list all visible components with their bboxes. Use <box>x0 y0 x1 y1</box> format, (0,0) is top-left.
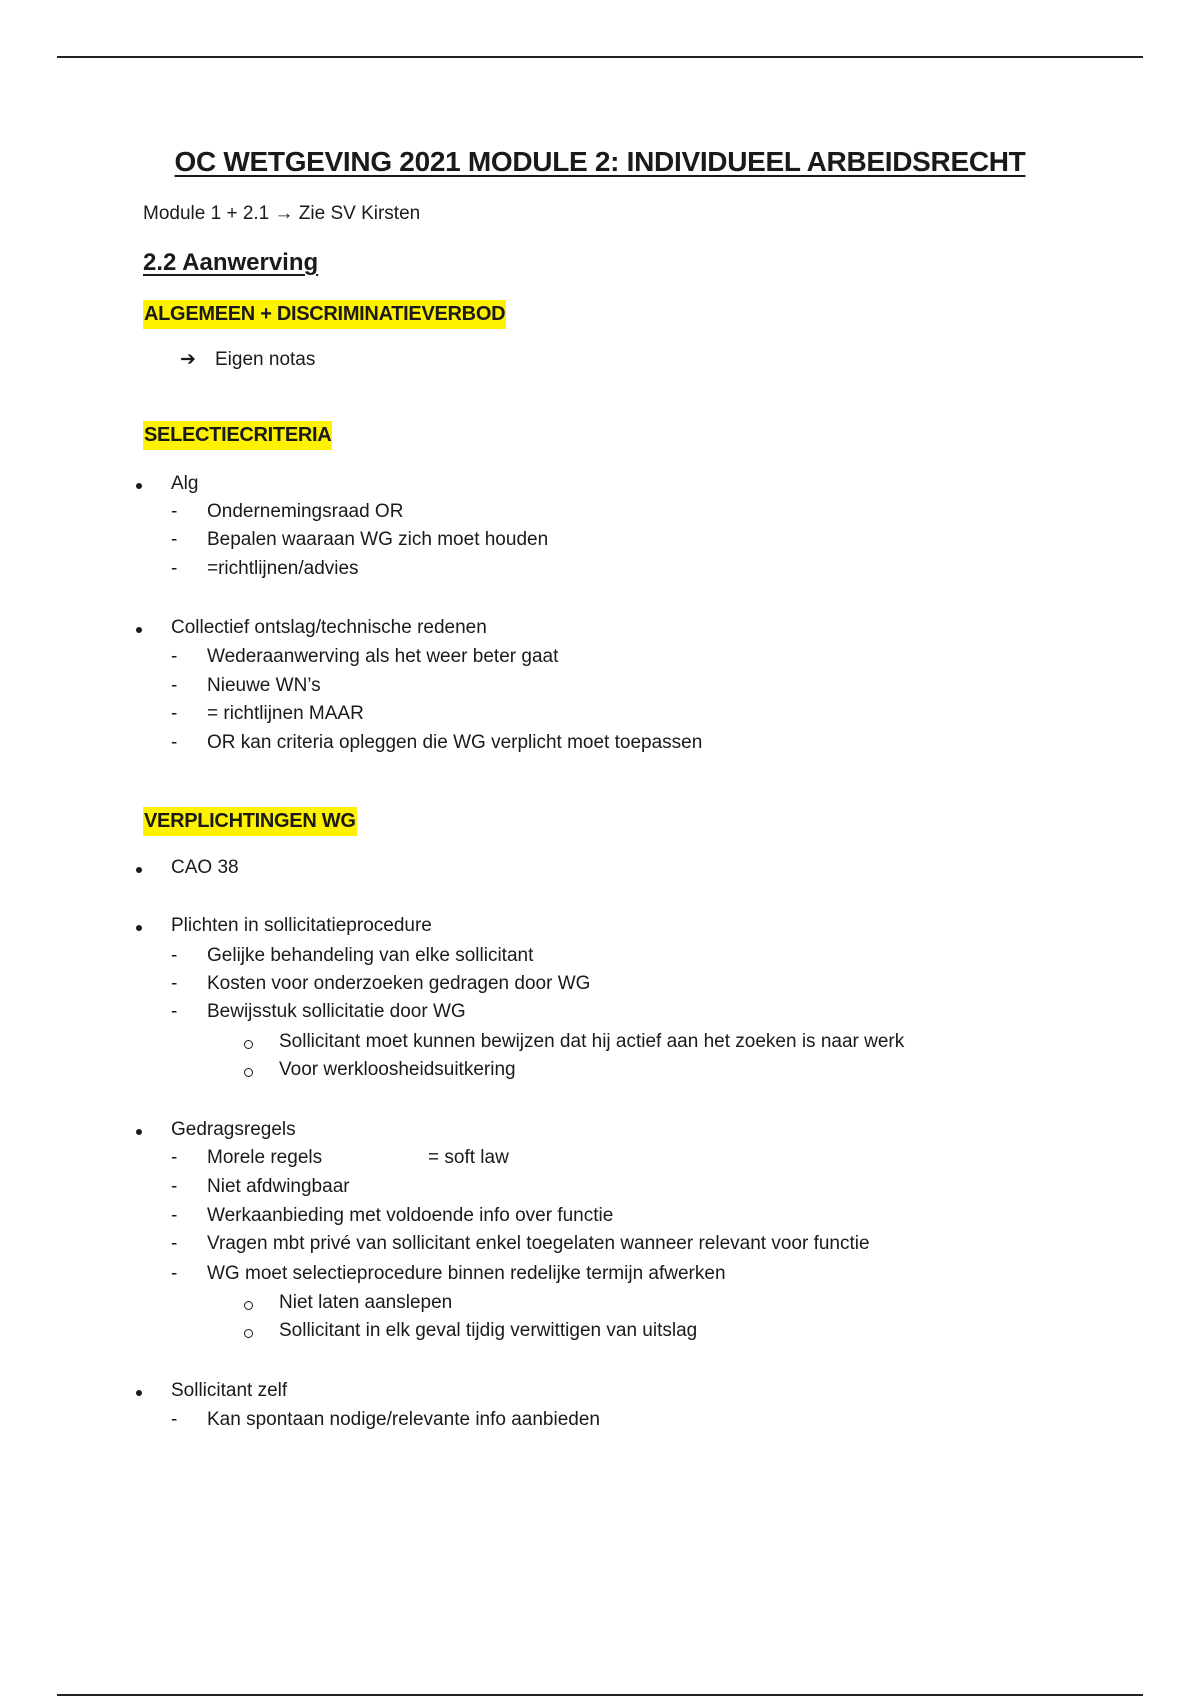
dash-item: - Kosten voor onderzoeken gedragen door WG <box>171 973 590 995</box>
sub-list-item: Sollicitant in elk geval tijdig verwittigen van uitslag <box>244 1320 697 1342</box>
bullet-item-sollicitant: Sollicitant zelf <box>134 1380 287 1402</box>
soft-law-note: = soft law <box>428 1147 509 1168</box>
arrow-right-icon: ➔ <box>180 349 196 370</box>
dash-item: - Gelijke behandeling van elke sollicitant <box>171 945 533 967</box>
dash-item: - Bewijsstuk sollicitatie door WG <box>171 1001 466 1023</box>
dash-item: - Ondernemingsraad OR <box>171 501 403 523</box>
dash-item: - = richtlijnen MAAR <box>171 703 364 725</box>
document-title: OC WETGEVING 2021 MODULE 2: INDIVIDUEEL ARBEIDSRECHT <box>174 146 1026 177</box>
page-bottom-rule <box>57 1694 1143 1696</box>
sub-list-item: Sollicitant moet kunnen bewijzen dat hij actief aan het zoeken is naar werk <box>244 1031 904 1053</box>
dash-item: - Wederaanwerving als het weer beter gaat <box>171 646 558 668</box>
sub-list-item: Voor werkloosheidsuitkering <box>244 1059 516 1081</box>
arrow-item-text: Eigen notas <box>215 349 316 370</box>
dash-item: - Werkaanbieding met voldoende info over functie <box>171 1205 613 1227</box>
highlight-heading-algemeen: ALGEMEEN + DISCRIMINATIEVERBOD <box>143 300 506 329</box>
dash-item: - Niet afdwingbaar <box>171 1176 350 1198</box>
dash-item: - Morele regels <box>171 1147 322 1169</box>
dash-item: - =richtlijnen/advies <box>171 558 359 580</box>
intro-line: Module 1 + 2.1 → Zie SV Kirsten <box>143 203 421 224</box>
highlight-heading-selectiecriteria: SELECTIECRITERIA <box>143 421 332 450</box>
dash-item: - OR kan criteria opleggen die WG verplicht moet toepassen <box>171 732 702 754</box>
arrow-list-item <box>180 348 315 371</box>
sub-list-item: Niet laten aanslepen <box>244 1292 452 1314</box>
highlight-heading-verplichtingen: VERPLICHTINGEN WG <box>143 807 357 836</box>
bullet-item-collectief: Collectief ontslag/technische redenen <box>134 617 487 639</box>
section-heading-aanwerving: 2.2 Aanwerving <box>143 249 319 276</box>
bullet-item-cao: CAO 38 <box>134 857 239 879</box>
dash-item: - WG moet selectieprocedure binnen redelijke termijn afwerken <box>171 1263 726 1285</box>
dash-item: - Vragen mbt privé van sollicitant enkel toegelaten wanneer relevant voor functie <box>171 1233 870 1255</box>
page-top-rule <box>57 56 1143 58</box>
bullet-item-plichten: Plichten in sollicitatieprocedure <box>134 915 432 937</box>
bullet-item-gedragsregels: Gedragsregels <box>134 1119 296 1141</box>
dash-item: - Bepalen waaraan WG zich moet houden <box>171 529 548 551</box>
bullet-item-alg: Alg <box>134 473 198 495</box>
dash-item: - Kan spontaan nodige/relevante info aanbieden <box>171 1409 600 1431</box>
dash-item: - Nieuwe WN’s <box>171 675 321 697</box>
